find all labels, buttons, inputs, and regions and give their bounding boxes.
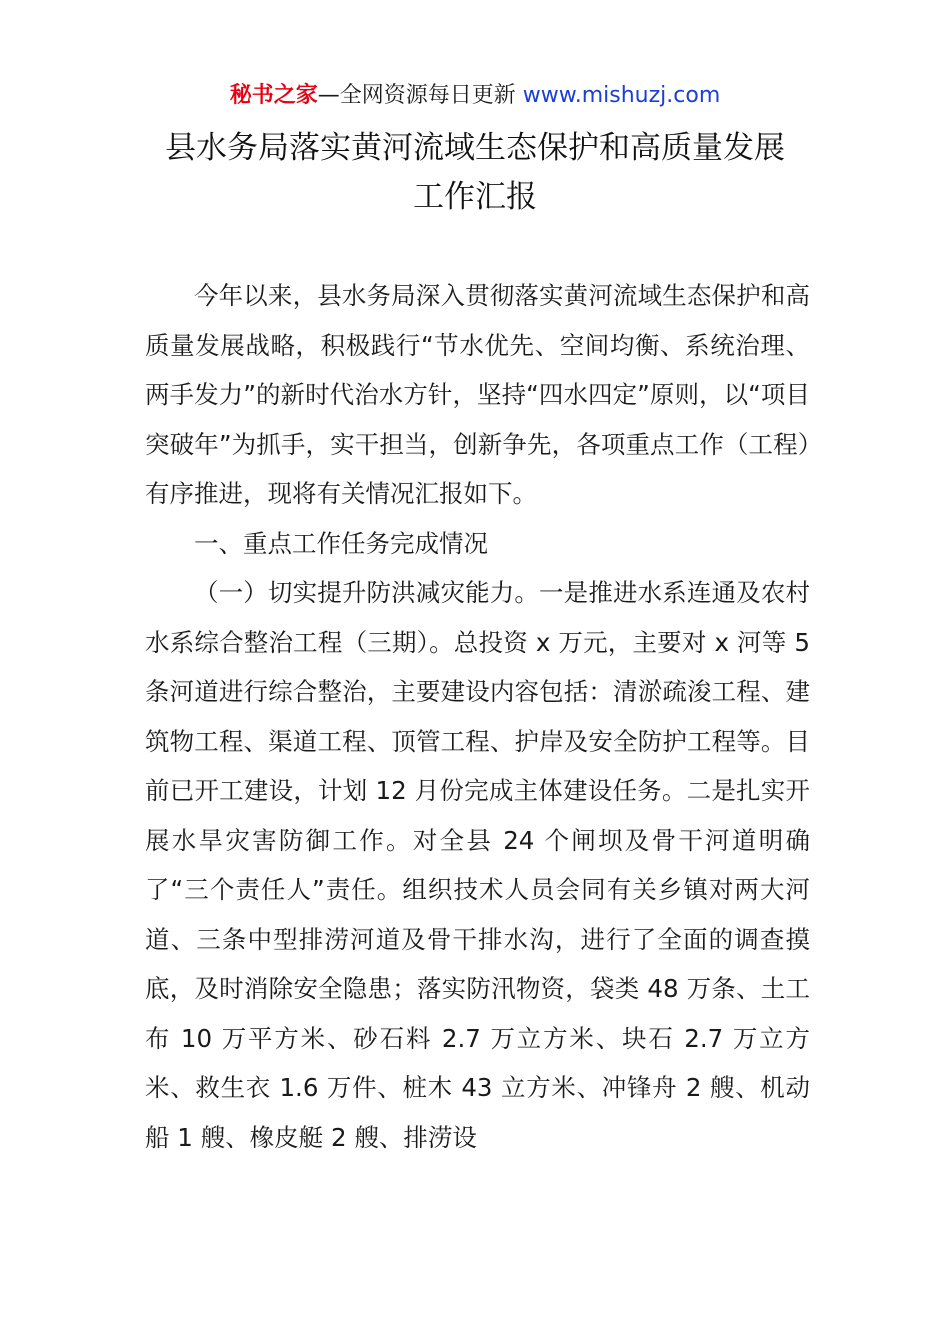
site-header — [0, 80, 950, 112]
document-title — [0, 124, 950, 222]
document-body — [145, 271, 810, 1162]
site-url-link[interactable]: www.mishuzj.com — [522, 83, 721, 108]
site-brand: 秘书之家 — [229, 83, 318, 108]
intro-paragraph: 今年以来，县水务局深入贯彻落实黄河流域生态保护和高质量发展战略，积极践行“节水优先、空间均衡、系统治理、两手发力”的新时代治水方针，坚持“四水四定”原则，以“项目突破年”为抓手，实干担当，创新争先，各项重点工作（工程）有序推进，现将有关情况汇报如下。 — [145, 281, 810, 508]
document-title-line-1: 县水务局落实黄河流域生态保护和高质量发展 — [165, 130, 785, 166]
document-title-line-2: 工作汇报 — [413, 179, 537, 215]
site-tagline: —全网资源每日更新 — [317, 83, 523, 108]
flood-control-paragraph: （一）切实提升防洪减灾能力。一是推进水系连通及农村水系综合整治工程（三期）。总投资 x 万元，主要对 x 河等 5 条河道进行综合整治，主要建设内容包括：清淤疏浚工程、建筑物工程、渠道工程、顶管工程、护岸及安全防护工程等。目前已开工建设，计划 12 月份完成主体建设任务。二是扎实开展水旱灾害防御工作。对全县 24 个闸坝及骨干河道明确了“三个责任人”责任。组织技术人员会同有关乡镇对两大河道、三条中型排涝河道及骨干排水沟，进行了全面的调查摸底，及时消除安全隐患；落实防汛物资，袋类 48 万条、土工布 10 万平方米、砂石料 2.7 万立方米、块石 2.7 万立方米、救生衣 1.6 万件、桩木 43 立方米、冲锋舟 2 艘、机动船 1 艘、橡皮艇 2 艘、排涝设 — [145, 578, 810, 1152]
section-heading: 一、重点工作任务完成情况 — [194, 528, 488, 558]
